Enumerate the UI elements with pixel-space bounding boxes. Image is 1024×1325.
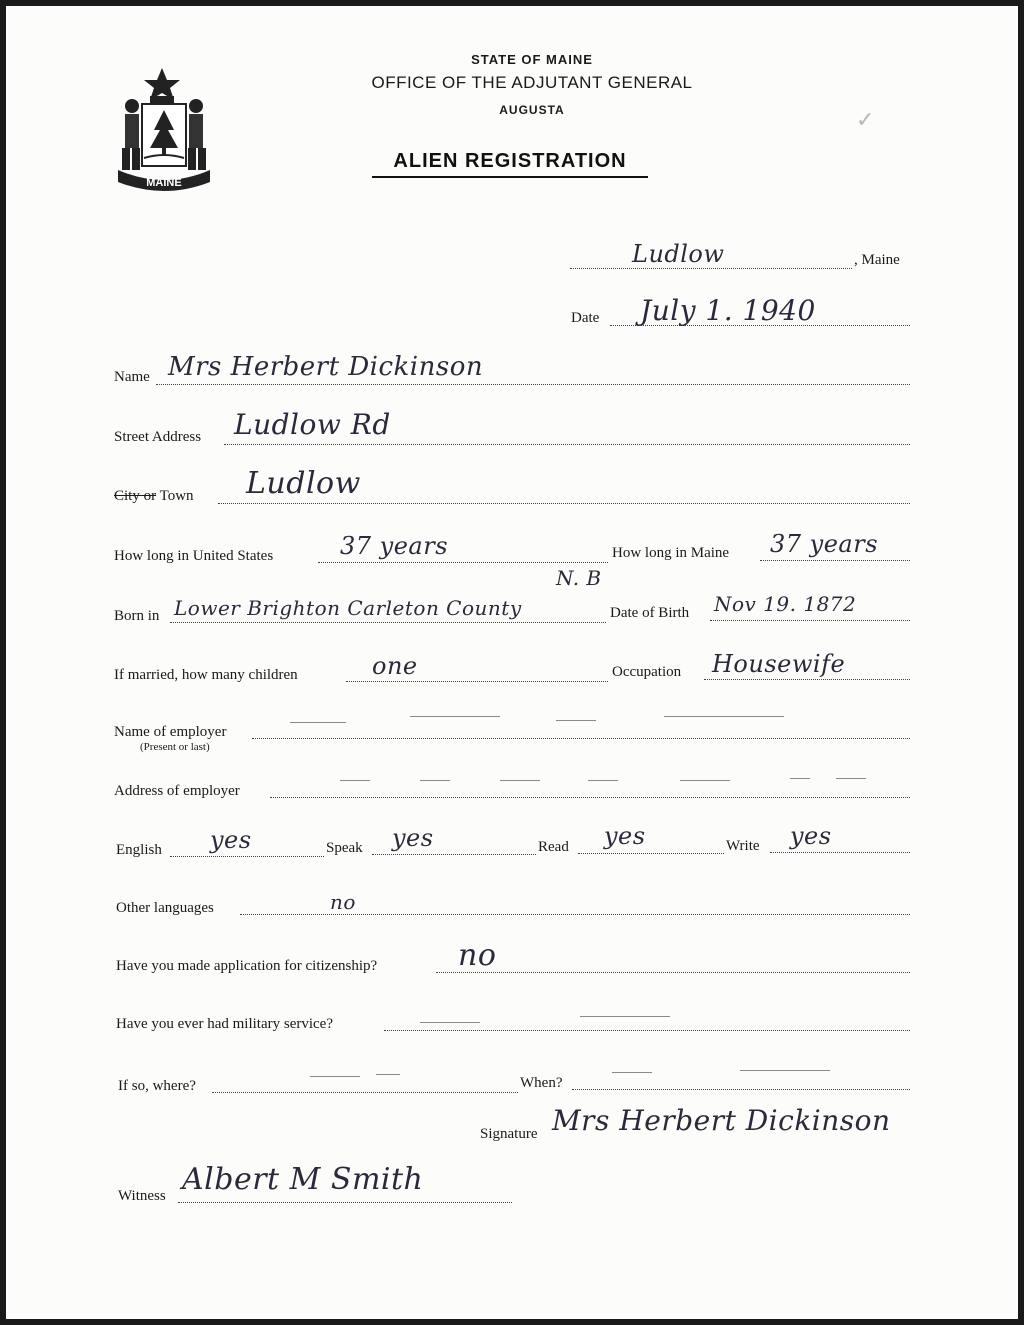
witness-field[interactable] [178, 1202, 512, 1203]
employer-dash [290, 722, 346, 723]
date-label: Date [571, 310, 600, 326]
address-dash [790, 778, 810, 779]
read-field[interactable] [578, 853, 724, 854]
street-label: Street Address [114, 429, 202, 445]
location-field[interactable] [570, 268, 852, 269]
born-in-value: Lower Brighton Carleton County [174, 596, 522, 620]
employer-dash [410, 716, 500, 717]
employer-label: Name of employer [114, 724, 227, 740]
signature-label: Signature [480, 1126, 538, 1142]
read-label: Read [538, 839, 569, 855]
employer-dash [556, 720, 596, 721]
city-town-label: City or Town [114, 488, 194, 504]
name-value: Mrs Herbert Dickinson [168, 352, 484, 382]
location-value: Ludlow [632, 240, 725, 268]
city-town-field[interactable] [218, 503, 910, 504]
write-value: yes [790, 822, 832, 850]
children-field[interactable] [346, 681, 608, 682]
other-languages-label: Other languages [116, 900, 214, 916]
employer-sublabel: (Present or last) [140, 741, 210, 753]
speak-value: yes [392, 824, 434, 852]
english-value: yes [210, 826, 252, 854]
where-dash [310, 1076, 360, 1077]
address-dash [836, 778, 866, 779]
read-value: yes [604, 822, 646, 850]
address-dash [420, 780, 450, 781]
date-value: July 1. 1940 [640, 294, 816, 327]
employer-address-label: Address of employer [114, 783, 240, 799]
address-dash [340, 780, 370, 781]
military-field[interactable] [384, 1030, 910, 1031]
years-us-value: 37 years [340, 532, 449, 560]
signature-value: Mrs Herbert Dickinson [552, 1104, 891, 1137]
when-field[interactable] [572, 1089, 910, 1090]
years-maine-label: How long in Maine [612, 545, 730, 561]
city-town-value: Ludlow [246, 466, 361, 501]
other-languages-value: no [330, 890, 356, 914]
years-us-field[interactable] [318, 562, 608, 563]
where-label: If so, where? [118, 1078, 196, 1094]
military-dash [580, 1016, 670, 1017]
years-maine-field[interactable] [760, 560, 910, 561]
citizenship-field[interactable] [436, 972, 910, 973]
address-dash [588, 780, 618, 781]
write-label: Write [726, 838, 760, 854]
speak-field[interactable] [372, 854, 536, 855]
name-field[interactable] [156, 384, 910, 385]
years-maine-value: 37 years [770, 530, 879, 558]
citizenship-label: Have you made application for citizenship? [116, 958, 378, 974]
dob-value: Nov 19. 1872 [714, 592, 857, 616]
employer-field[interactable] [252, 738, 910, 739]
office-heading: OFFICE OF THE ADJUTANT GENERAL [371, 73, 693, 92]
witness-label: Witness [118, 1188, 166, 1204]
born-in-field[interactable] [170, 622, 606, 623]
other-languages-field[interactable] [240, 914, 910, 915]
english-field[interactable] [170, 856, 324, 857]
when-dash [740, 1070, 830, 1071]
city-heading: AUGUSTA [499, 103, 565, 117]
born-in-province: N. B [556, 566, 602, 590]
where-dash [376, 1074, 400, 1075]
occupation-label: Occupation [612, 664, 682, 680]
speak-label: Speak [326, 840, 363, 856]
occupation-field[interactable] [704, 679, 910, 680]
location-suffix: , Maine [854, 252, 900, 268]
occupation-value: Housewife [712, 650, 846, 678]
form-title: ALIEN REGISTRATION [393, 150, 627, 172]
military-label: Have you ever had military service? [116, 1016, 333, 1032]
title-underline [372, 176, 648, 178]
name-label: Name [114, 369, 150, 385]
dob-label: Date of Birth [610, 605, 690, 621]
when-label: When? [520, 1075, 563, 1091]
born-in-label: Born in [114, 608, 160, 624]
years-us-label: How long in United States [114, 548, 274, 564]
english-label: English [116, 842, 162, 858]
where-field[interactable] [212, 1092, 518, 1093]
military-dash [420, 1022, 480, 1023]
dob-field[interactable] [710, 620, 910, 621]
when-dash [612, 1072, 652, 1073]
witness-value: Albert M Smith [182, 1162, 424, 1197]
write-field[interactable] [770, 852, 910, 853]
svg-text:MAINE: MAINE [146, 177, 182, 189]
children-label: If married, how many children [114, 667, 298, 683]
state-heading: STATE OF MAINE [471, 52, 593, 67]
street-value: Ludlow Rd [234, 408, 391, 441]
check-mark-icon: ✓ [856, 108, 875, 133]
employer-dash [664, 716, 784, 717]
citizenship-value: no [458, 938, 497, 973]
address-dash [500, 780, 540, 781]
employer-address-field[interactable] [270, 797, 910, 798]
address-dash [680, 780, 730, 781]
children-value: one [372, 652, 418, 680]
street-field[interactable] [224, 444, 910, 445]
